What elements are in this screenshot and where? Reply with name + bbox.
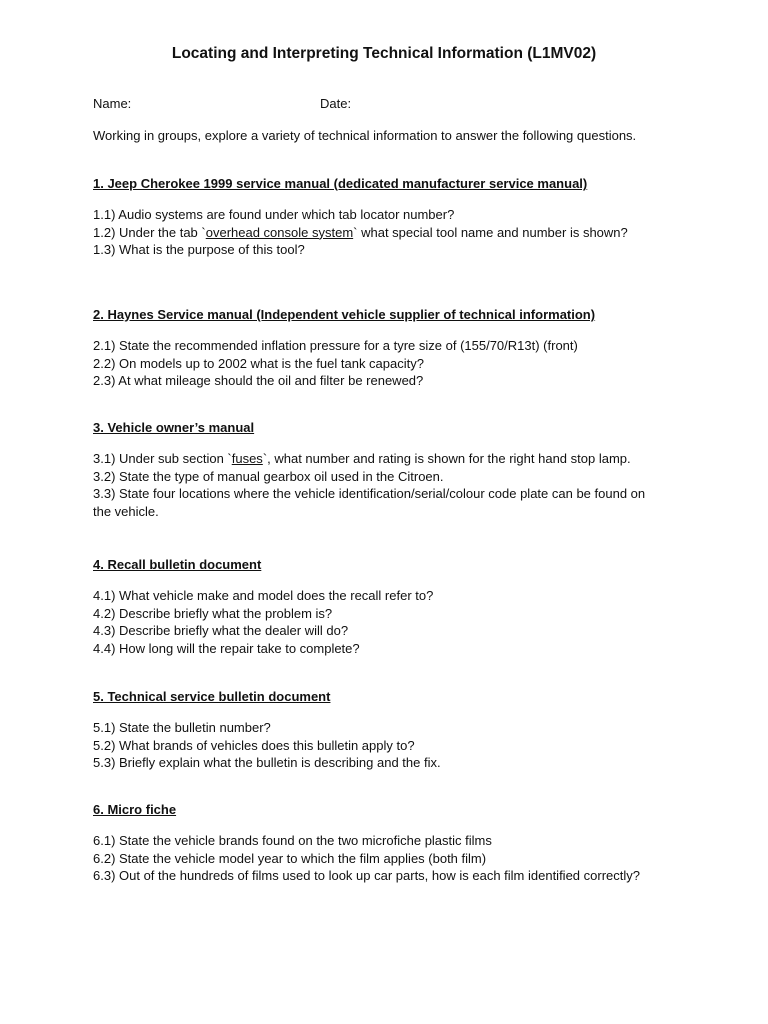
date-label: Date:: [320, 96, 352, 111]
section-5: [93, 688, 663, 772]
question-3-1: [93, 450, 663, 468]
question-text: 1.2) Under the tab `: [93, 224, 206, 240]
page-title: Locating and Interpreting Technical Information (L1MV02): [171, 45, 597, 62]
section-heading: 1. Jeep Cherokee 1999 service manual (dedicated manufacturer service manual): [93, 176, 588, 191]
question-text: 3.1) Under sub section `: [93, 450, 232, 466]
question-4-1: 4.1) What vehicle make and model does the recall refer to?: [93, 587, 434, 603]
name-date-row: [93, 95, 693, 113]
section-6: [93, 801, 663, 885]
section-heading: 5. Technical service bulletin document: [93, 689, 331, 704]
question-5-2: 5.2) What brands of vehicles does this bulletin apply to?: [93, 737, 415, 753]
question-text: `, what number and rating is shown for the right hand stop lamp.: [262, 450, 631, 466]
underlined-term: overhead console system: [205, 224, 354, 240]
section-1: [93, 175, 663, 259]
question-1-1: 1.1) Audio systems are found under which tab locator number?: [93, 206, 455, 222]
question-4-3: 4.3) Describe briefly what the dealer will do?: [93, 623, 349, 639]
question-1-2: [93, 224, 663, 242]
section-3: [93, 419, 663, 521]
question-3-2: 3.2) State the type of manual gearbox oil used in the Citroen.: [93, 468, 444, 484]
section-4: [93, 556, 663, 658]
section-2: [93, 306, 663, 390]
intro-text: Working in groups, explore a variety of technical information to answer the following questions.: [93, 128, 637, 143]
section-heading: 3. Vehicle owner’s manual: [93, 420, 255, 435]
question-4-2: 4.2) Describe briefly what the problem is?: [93, 605, 333, 621]
section-heading: 2. Haynes Service manual (Independent vehicle supplier of technical information): [93, 307, 596, 322]
underlined-term: fuses: [231, 450, 263, 466]
question-text: ` what special tool name and number is shown?: [353, 224, 628, 240]
question-6-3: 6.3) Out of the hundreds of films used to look up car parts, how is each film identified correctly?: [93, 868, 640, 884]
question-2-1: 2.1) State the recommended inflation pressure for a tyre size of (155/70/R13t) (front): [93, 337, 578, 353]
question-2-3: 2.3) At what mileage should the oil and filter be renewed?: [93, 373, 424, 389]
name-label: Name:: [93, 96, 132, 111]
question-6-2: 6.2) State the vehicle model year to which the film applies (both film): [93, 850, 487, 866]
question-2-2: 2.2) On models up to 2002 what is the fuel tank capacity?: [93, 355, 424, 371]
question-5-1: 5.1) State the bulletin number?: [93, 719, 271, 735]
question-1-3: 1.3) What is the purpose of this tool?: [93, 242, 305, 258]
question-4-4: 4.4) How long will the repair take to complete?: [93, 641, 360, 657]
question-3-3: 3.3) State four locations where the vehicle identification/serial/colour code plate can be found on the vehicle.: [93, 486, 646, 520]
question-5-3: 5.3) Briefly explain what the bulletin is describing and the fix.: [93, 755, 441, 771]
question-6-1: 6.1) State the vehicle brands found on the two microfiche plastic films: [93, 832, 492, 848]
section-heading: 4. Recall bulletin document: [93, 557, 262, 572]
section-heading: 6. Micro fiche: [93, 802, 177, 817]
